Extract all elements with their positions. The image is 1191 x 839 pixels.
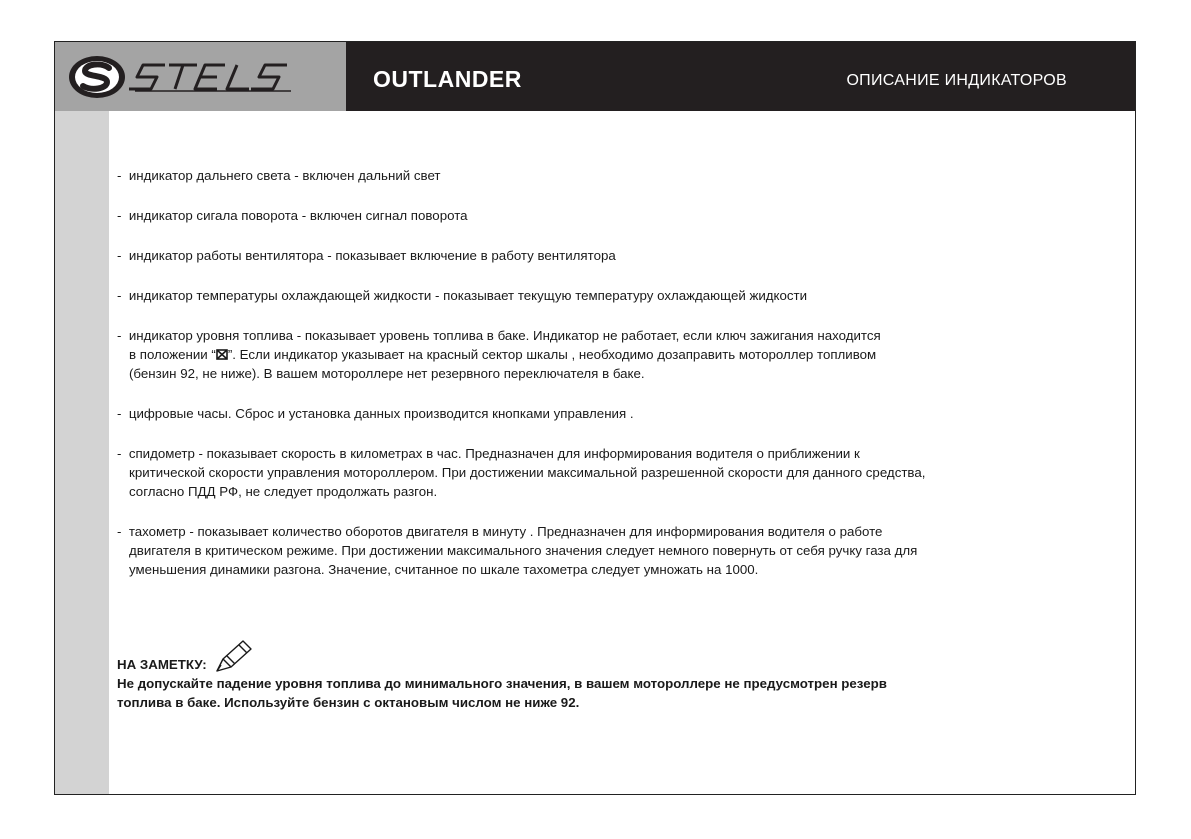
stels-logo — [65, 53, 337, 101]
list-dash: - — [117, 248, 122, 263]
list-item — [117, 166, 1127, 185]
list-dash: - — [117, 168, 122, 183]
list-item — [117, 326, 1127, 383]
manual-page — [54, 41, 1136, 795]
item-text: индикатор дальнего света - включен дальний свет — [128, 168, 441, 183]
item-line: согласно ПДД РФ, не следует продолжать разгон. — [129, 484, 438, 499]
item-text: (бензин 92, не ниже). В вашем мотороллере нет резервного переключателя в баке. — [129, 366, 645, 381]
item-text: индикатор уровня топлива - показывает уровень топлива в баке. Индикатор не работает, если ключ зажигания находится — [128, 328, 881, 343]
item-line — [117, 364, 1127, 383]
item-text: индикатор температуры охлаждающей жидкости - показывает текущую температуру охлаждающей жидкости — [128, 288, 808, 303]
item-text: ”. Если индикатор указывает на красный сектор шкалы , необходимо дозаправить мотороллер топливом — [227, 347, 877, 362]
item-line — [117, 326, 1127, 345]
model-title: OUTLANDER — [373, 66, 522, 92]
list-item — [117, 286, 1127, 305]
item-text: индикатор работы вентилятора - показывает включение в работу вентилятора — [128, 248, 616, 263]
ignition-off-icon — [216, 349, 228, 360]
section-title: ОПИСАНИЕ ИНДИКАТОРОВ — [846, 72, 1067, 89]
side-bar — [55, 111, 109, 795]
note-heading: НА ЗАМЕТКУ: — [117, 657, 207, 672]
indicator-list — [117, 166, 1127, 579]
item-line: критической скорости управления мотороллером. При достижении максимальной разрешенной скорости для данного средства, — [129, 465, 926, 480]
item-text: тахометр - показывает количество оборотов двигателя в минуту . Предназначен для информирования водителя о работе — [128, 524, 883, 539]
list-dash: - — [117, 524, 122, 539]
list-dash: - — [117, 446, 122, 461]
list-item — [117, 444, 1127, 501]
list-item — [117, 206, 1127, 225]
item-text: в положении “ — [129, 347, 216, 362]
list-dash: - — [117, 406, 122, 421]
note-text-line: топлива в баке. Используйте бензин с октановым числом не ниже 92. — [117, 695, 580, 710]
item-line: двигателя в критическом режиме. При достижении максимального значения следует немного повернуть от себя ручку газа для — [129, 543, 918, 558]
list-dash: - — [117, 208, 122, 223]
list-item — [117, 246, 1127, 265]
item-text: цифровые часы. Сброс и установка данных производится кнопками управления . — [128, 406, 634, 421]
pencil-icon — [213, 638, 255, 674]
page-header — [55, 42, 1135, 111]
item-line — [117, 522, 1127, 541]
item-text: спидометр - показывает скорость в километрах в час. Предназначен для информирования водителя о приближении к — [128, 446, 860, 461]
list-item — [117, 522, 1127, 579]
list-dash: - — [117, 288, 122, 303]
note-text-line: Не допускайте падение уровня топлива до минимального значения, в вашем мотороллере не предусмотрен резерв — [117, 676, 887, 691]
list-dash: - — [117, 328, 122, 343]
item-line: уменьшения динамики разгона. Значение, считанное по шкале тахометра следует умножать на 1000. — [129, 562, 759, 577]
item-line — [117, 444, 1127, 463]
item-line — [117, 345, 1127, 364]
note-header — [117, 638, 1127, 674]
list-item — [117, 404, 1127, 423]
item-text: индикатор сигала поворота - включен сигнал поворота — [128, 208, 468, 223]
note-block — [117, 638, 1127, 712]
brand-logo-area — [55, 42, 346, 111]
